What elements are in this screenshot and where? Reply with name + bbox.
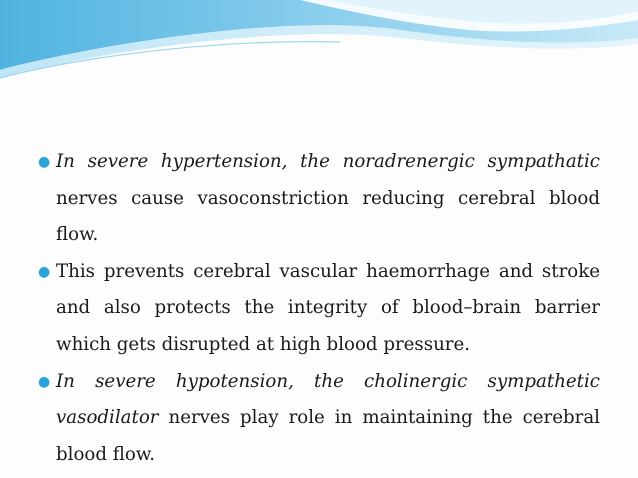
bullet-item xyxy=(38,364,600,474)
bullet-text: nerves cause vasoconstriction reducing cerebral blood flow. xyxy=(56,187,600,246)
bullet-text-italic: In severe hypotension, the cholinergic sympathetic vasodilator xyxy=(56,370,600,429)
bullet-dot-icon: ● xyxy=(38,373,51,390)
bullet-dot-icon: ● xyxy=(38,263,51,280)
bullet-list xyxy=(38,144,600,473)
bullet-text: nerves play role in maintaining the cerebral blood flow. xyxy=(56,407,600,465)
bullet-item xyxy=(38,254,600,364)
bullet-text-italic: In severe hypertension, the noradrenergic sympathatic xyxy=(56,151,600,172)
bullet-text: This prevents cerebral vascular haemorrhage and stroke and also protects the integrity of blood–brain barrier which gets disrupted at high blood pressure. xyxy=(56,260,600,355)
header-wave-banner xyxy=(0,0,638,90)
bullet-item xyxy=(38,144,600,254)
bullet-dot-icon: ● xyxy=(38,154,51,170)
